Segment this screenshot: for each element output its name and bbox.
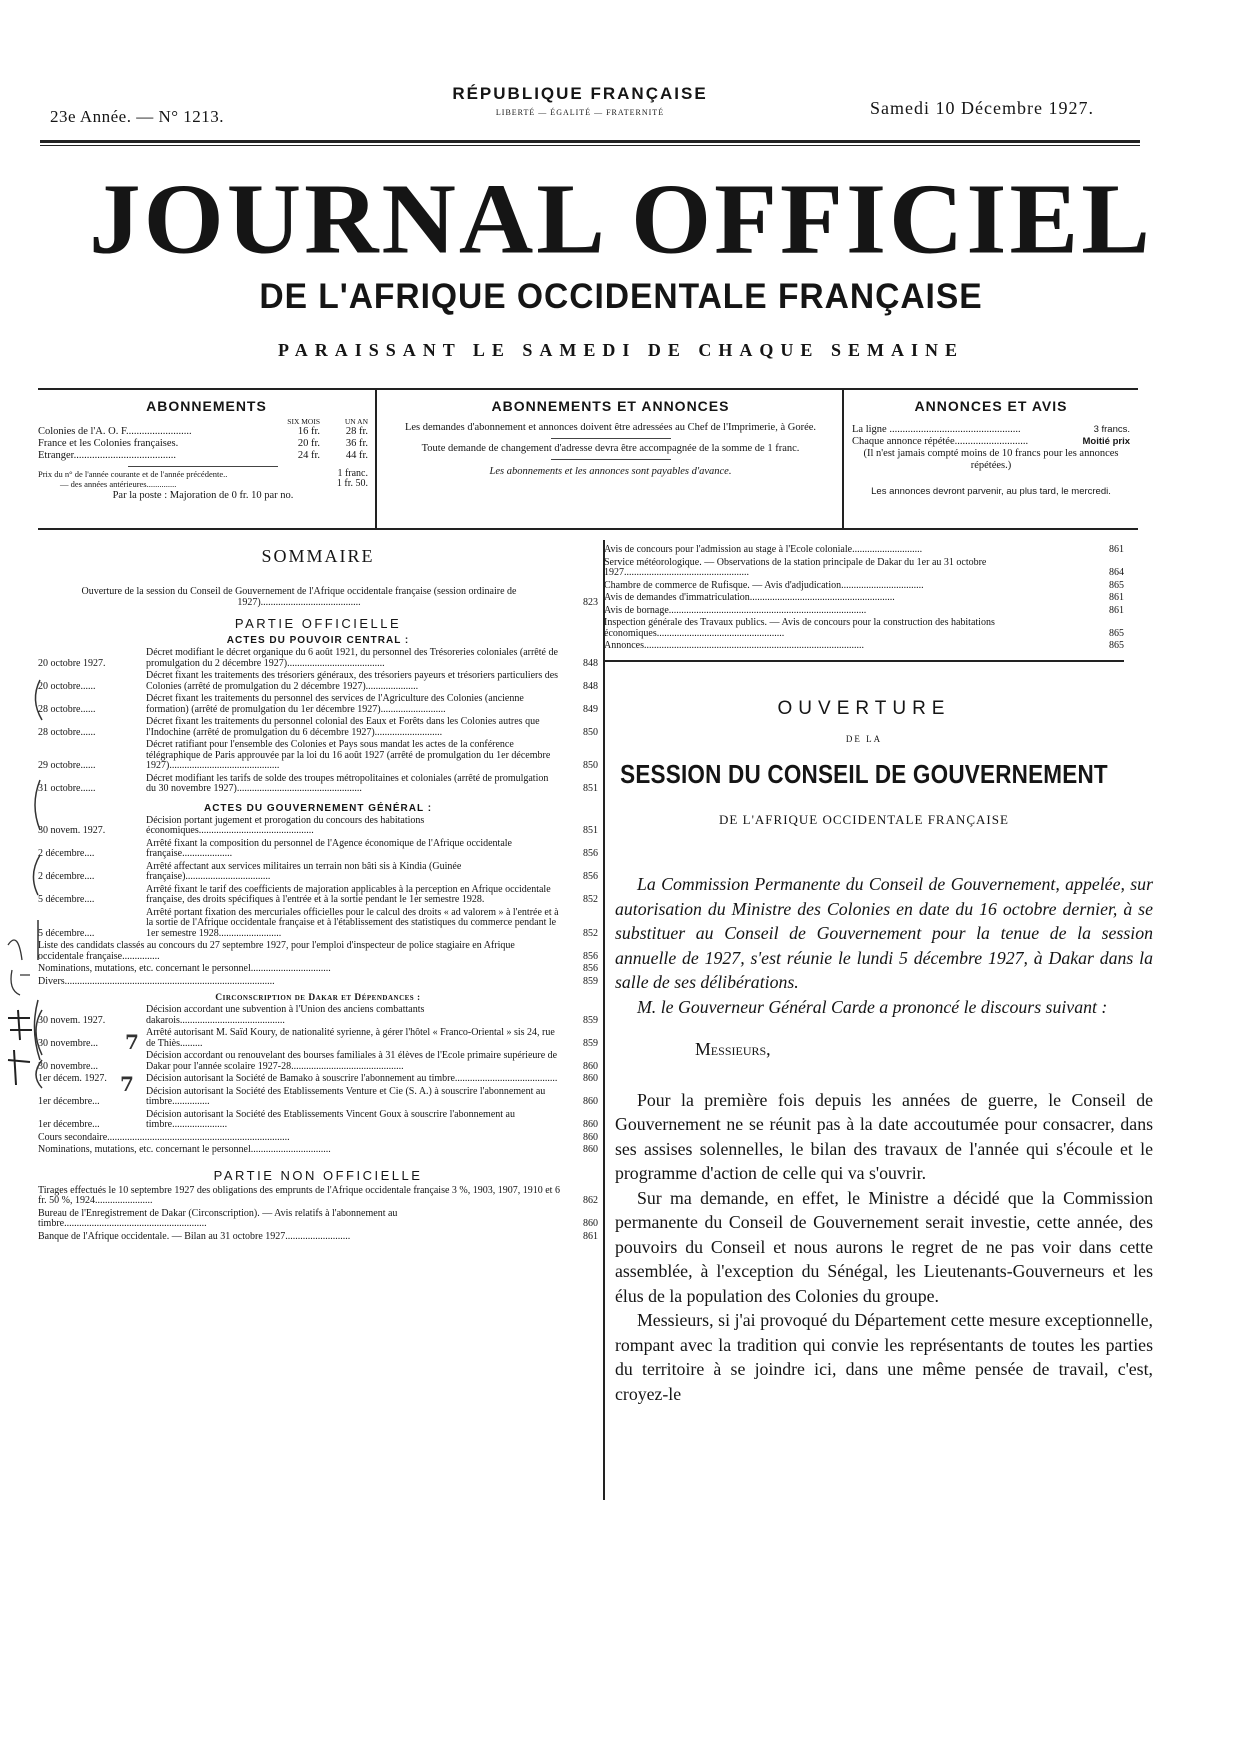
price-value: 1 franc. — [337, 468, 368, 479]
price-value: 1 fr. 50. — [336, 478, 368, 489]
rate-one: 36 fr. — [345, 438, 368, 449]
toc-text: Avis de bornage............................................................................... — [604, 604, 867, 616]
toc-entry — [604, 581, 1124, 592]
toc-entry — [604, 641, 1124, 652]
toc-text: Décision accordant ou renouvelant des bourses familiales à 31 élèves de l'Ecole primaire supérieure de Dakar pour l'année scolaire 1927-28............................................. — [146, 1050, 558, 1072]
ad-rate-label: Chaque annonce répétée............................ — [852, 436, 1029, 447]
rate-six: 24 fr. — [297, 450, 320, 461]
toc-date: 30 novem. 1927. — [38, 1014, 106, 1026]
toc-page: 859 — [583, 975, 598, 987]
article-paragraph: Sur ma demande, en effet, le Ministre a décidé que la Commission permanente du Conseil de Gouvernement serait investie, cette année, des pouvoirs du Conseil et nous aurons le regret de ne pas voir dans cette assemblée, à l'exception du Sénégal, les Lieutenants-Gouverneurs et les élus de la population des Colonies du groupe. — [615, 1187, 1153, 1306]
toc-page: 864 — [1109, 567, 1124, 578]
toc-date: 28 octobre...... — [38, 703, 96, 715]
toc-text: Banque de l'Afrique occidentale. — Bilan au 31 octobre 1927.......................... — [38, 1230, 351, 1242]
rate-six: 20 fr. — [297, 438, 320, 449]
header-rule-thin — [40, 145, 1140, 146]
ads-column — [846, 390, 1136, 528]
rate-label: France et les Colonies françaises. — [38, 438, 179, 449]
toc-text: Bureau de l'Enregistrement de Dakar (Circonscription). — Avis relatifs à l'abonnement au timbre......................................................... — [38, 1207, 398, 1229]
toc-page: 850 — [583, 760, 598, 771]
pouvoir-central-heading: ACTES DU POUVOIR CENTRAL : — [226, 635, 410, 646]
toc-text: Service météorologique. — Observations de la station principale de Dakar du 1er au 31 octobre 1927.................................................. — [604, 556, 987, 578]
toc-page: 851 — [583, 783, 598, 794]
toc-page: 848 — [583, 680, 598, 692]
subscription-box — [38, 388, 1138, 530]
rate-row — [38, 426, 368, 438]
toc-text: Décret fixant les traitements du personnel des services de l'Agriculture des Colonies (ancienne formation) (arrêté de promulgation du 1er décembre 1927).......................... — [146, 693, 524, 715]
six-months-header: SIX MOIS — [287, 417, 320, 426]
ad-rate-row — [846, 424, 1136, 436]
article-heading: OUVERTURE — [777, 698, 951, 719]
toc-date: 1er décembre... — [38, 1096, 100, 1107]
margin-bracket — [35, 680, 42, 720]
toc-text: Décision accordant une subvention à l'Union des anciens combattants dakarois.......................................... — [146, 1004, 425, 1026]
toc-date: 28 octobre...... — [38, 726, 96, 738]
rate-header — [38, 417, 368, 426]
toc-page: 860 — [583, 1131, 598, 1143]
rate-six: 16 fr. — [297, 426, 320, 437]
republic-header — [400, 84, 760, 117]
toc-date: 30 novembre... — [38, 1037, 98, 1049]
subscriptions-ads-column — [379, 390, 844, 528]
rate-label: Colonies de l'A. O. F......................... — [38, 426, 192, 437]
ad-rate-value: Moitié prix — [1082, 436, 1130, 447]
toc-page: 861 — [1109, 592, 1124, 603]
rate-row — [38, 450, 368, 462]
rate-one: 28 fr. — [345, 426, 368, 437]
toc-date: 20 octobre...... — [38, 680, 96, 692]
partie-officielle-heading: PARTIE OFFICIELLE — [234, 616, 402, 631]
toc-entry — [604, 618, 1124, 639]
toc-date: 1er décembre... — [38, 1119, 100, 1130]
toc-text: Décision autorisant la Société des Etablissements Venture et Cie (S. A.) à souscrire l'abonnement au timbre............... — [146, 1085, 546, 1107]
toc-date: 1er décem. 1927. — [38, 1073, 107, 1084]
toc-page: 848 — [583, 657, 598, 669]
toc-text: Décret fixant les traitements du personnel colonial des Eaux et Forêts dans les Colonies autres que l'Indochine (arrêté de promulgation du 6 décembre 1927)........................... — [146, 716, 540, 738]
toc-page: 860 — [583, 1073, 598, 1084]
margin-mark — [8, 1050, 30, 1085]
subscriptions-heading: ABONNEMENTS — [146, 398, 267, 414]
toc-entry — [604, 593, 1124, 604]
toc-date: 30 novem. 1927. — [38, 825, 106, 836]
article-title: SESSION DU CONSEIL DE GOUVERNEMENT — [620, 760, 1108, 789]
toc-page: 865 — [1109, 579, 1124, 591]
toc-page: 851 — [583, 825, 598, 836]
republic-label: RÉPUBLIQUE FRANÇAISE — [452, 84, 708, 103]
sommaire-right-list — [604, 545, 1124, 652]
article-paragraph: Pour la première fois depuis les années de guerre, le Conseil de Gouvernement ne se réunit pas à la date accoutumée pour consacrer, dans ses assises solennelles, le bilan des travaux de l'année qui s'écoule et le programme d'action de celle qui va s'ouvrir. — [615, 1089, 1153, 1183]
article-body — [615, 872, 1153, 1406]
header-rule — [40, 140, 1140, 143]
toc-page: 852 — [583, 894, 598, 905]
toc-text: Liste des candidats classés au concours du 27 septembre 1927, pour l'emploi d'inspecteur de police stagiaire en Afrique occidentale française............... — [38, 940, 515, 962]
sommaire-title: SOMMAIRE — [261, 546, 375, 566]
journal-tagline: PARAISSANT LE SAMEDI DE CHAQUE SEMAINE — [278, 340, 964, 360]
ads-heading: ANNONCES ET AVIS — [914, 398, 1068, 414]
toc-text: Avis de concours pour l'admission au stage à l'Ecole coloniale............................ — [604, 544, 923, 555]
issue-date: Samedi 10 Décembre 1927. — [870, 98, 1094, 118]
toc-text: Annonces........................................................................................ — [604, 640, 864, 651]
article-intro-2: M. le Gouverneur Général Carde a prononcé le discours suivant : — [637, 996, 1108, 1017]
price-label: Prix du n° de l'année courante et de l'année précédente.. — [38, 469, 228, 479]
republic-motto: LIBERTÉ — ÉGALITÉ — FRATERNITÉ — [495, 108, 665, 117]
toc-text: Arrêté fixant la composition du personnel de l'Agence économique de l'Afrique occidentale française.................... — [146, 837, 512, 859]
toc-page: 861 — [583, 1230, 598, 1242]
rate-label: Etranger....................................... — [38, 450, 176, 461]
toc-page: 860 — [583, 1096, 598, 1107]
toc-date: 20 octobre 1927. — [38, 657, 106, 669]
toc-entry — [604, 558, 1124, 579]
toc-text: Nominations, mutations, etc. concernant le personnel................................ — [38, 1144, 331, 1155]
subscriptions-column — [38, 390, 377, 528]
toc-text: Arrêté fixant le tarif des coefficients de majoration applicables à la perception en Afrique occidentale française, des droits spécifiques à l'entrée et à la sortie pendant le 1er semestre 1928. — [146, 883, 551, 905]
toc-page: 859 — [583, 1037, 598, 1049]
toc-text: Inspection générale des Travaux publics. — Avis de concours pour la construction des habitations économiques................................................... — [604, 617, 995, 639]
rate-one: 44 fr. — [345, 450, 368, 461]
toc-entry — [38, 1186, 598, 1207]
toc-page: 861 — [1109, 604, 1124, 616]
circonscription-heading: Circonscription de Dakar et Dépendances : — [215, 993, 421, 1003]
toc-page: 860 — [583, 1119, 598, 1130]
price-label: — des années antérieures.............. — [60, 479, 177, 489]
toc-date: 2 décembre.... — [38, 848, 95, 859]
price-row — [38, 479, 368, 489]
margin-bracket — [33, 855, 40, 895]
ad-deadline: Les annonces devront parvenir, au plus tard, le mercredi. — [871, 486, 1111, 497]
toc-page: 823 — [583, 596, 598, 608]
toc-page: 862 — [583, 1195, 598, 1206]
toc-text: Arrêté autorisant M. Saïd Koury, de nationalité syrienne, à gérer l'hôtel « Franco-Oriental » sis 24, rue de Thiès......... — [146, 1027, 555, 1049]
margin-mark — [11, 970, 30, 995]
toc-date: 31 octobre...... — [38, 783, 96, 794]
article-subtitle: DE L'AFRIQUE OCCIDENTALE FRANÇAISE — [719, 812, 1009, 827]
toc-date: 5 décembre.... — [38, 927, 95, 939]
gouvernement-heading: ACTES DU GOUVERNEMENT GÉNÉRAL : — [203, 802, 433, 814]
margin-bracket — [35, 780, 40, 830]
toc-text: Décision autorisant la Société des Etablissements Vincent Goux à souscrire l'abonnement au timbre...................... — [146, 1108, 515, 1130]
toc-page: 856 — [583, 871, 598, 882]
toc-page: 859 — [583, 1014, 598, 1026]
toc-page: 861 — [1109, 544, 1124, 555]
toc-page: 856 — [583, 963, 598, 974]
change-address-note: Toute demande de changement d'adresse devra être accompagnée de la somme de 1 franc. — [421, 443, 800, 454]
toc-page: 856 — [583, 848, 598, 859]
toc-page: 849 — [583, 703, 598, 715]
toc-page: 865 — [1109, 627, 1124, 639]
toc-text: Divers.................................................................................... — [38, 975, 275, 987]
toc-text: Ouverture de la session du Conseil de Gouvernement de l'Afrique occidentale française (session ordinaire de 1927)........................................ — [81, 586, 517, 608]
address-note: Les demandes d'abonnement et annonces doivent être adressées au Chef de l'Imprimerie, à Gorée. — [404, 422, 817, 433]
toc-text: Décret modifiant le décret organique du 6 août 1921, du personnel des Trésoreries coloniales (arrêté de promulgation du 2 décembre 1927)....................................... — [146, 647, 558, 669]
toc-text: Décret modifiant les tarifs de solde des troupes métropolitaines et coloniales (arrêté de promulgation du 30 novembre 1927).................................................. — [146, 772, 549, 794]
toc-text: Arrêté affectant aux services militaires un terrain non bâti sis à Kindia (Guinée française).................................. — [146, 860, 462, 882]
toc-text: Avis de demandes d'immatriculation.......................................................... — [604, 592, 895, 603]
payment-note: Les abonnements et les annonces sont payables d'avance. — [489, 466, 732, 477]
toc-page: 860 — [583, 1218, 598, 1229]
ad-rate-value: 3 francs. — [1093, 424, 1130, 435]
toc-text: Décision autorisant la Société de Bamako à souscrire l'abonnement au timbre......................................... — [146, 1073, 558, 1084]
rate-row — [38, 438, 368, 450]
article-intro: La Commission Permanente du Conseil de Gouvernement, appelée, sur autorisation du Ministre des Colonies en date du 16 octobre dernier, à se substituer au Conseil de Gouvernement pour la tenue de la session annuelle de 1927, s'est réunie le lundi 5 décembre 1927, à Dakar dans la salle de ses délibérations. — [615, 874, 1153, 992]
subscriptions-ads-heading: ABONNEMENTS ET ANNONCES — [491, 398, 730, 414]
partie-non-officielle-heading: PARTIE NON OFFICIELLE — [213, 1167, 423, 1183]
toc-page: 860 — [583, 1060, 598, 1072]
toc-page: 852 — [583, 927, 598, 939]
toc-page: 860 — [583, 1144, 598, 1155]
ad-minimum-note: (Il n'est jamais compté moins de 10 francs pour les annonces répétées.) — [863, 448, 1119, 471]
toc-text: Décision portant jugement et prorogation du concours des habitations économiques.............................................. — [146, 814, 425, 836]
issue-number: 23e Année. — N° 1213. — [50, 107, 225, 126]
margin-mark — [8, 1010, 32, 1040]
toc-page: 856 — [583, 950, 598, 962]
toc-entry — [38, 587, 598, 608]
subscription-rates — [38, 417, 368, 501]
toc-page: 865 — [1109, 640, 1124, 651]
one-year-header: UN AN — [344, 417, 368, 426]
toc-entry — [38, 1209, 598, 1230]
toc-entry — [604, 606, 1124, 617]
margin-bracket — [36, 1060, 42, 1088]
handwritten-seven: 7 — [125, 1030, 139, 1054]
article-de-la: DE LA — [845, 734, 883, 744]
postal-surcharge: Par la poste : Majoration de 0 fr. 10 par no. — [112, 490, 294, 501]
toc-text: Chambre de commerce de Rufisque. — Avis d'adjudication................................. — [604, 579, 924, 591]
journal-subtitle: DE L'AFRIQUE OCCIDENTALE FRANÇAISE — [259, 277, 983, 316]
article-salutation: Messieurs, — [695, 1039, 771, 1059]
handwritten-marks — [0, 950, 160, 1090]
toc-date: 29 octobre...... — [38, 760, 96, 771]
sommaire-continued — [604, 545, 1134, 662]
handwritten-seven: 7 — [120, 1072, 134, 1096]
toc-page: 850 — [583, 726, 598, 738]
column-divider — [603, 540, 605, 1500]
toc-entry — [604, 545, 1124, 556]
toc-text: Nominations, mutations, etc. concernant le personnel................................ — [38, 963, 331, 974]
margin-bracket — [36, 1010, 42, 1055]
toc-text: Tirages effectués le 10 septembre 1927 des obligations des emprunts de l'Afrique occidentale française 3 %, 1903, 1907, 1910 et 6 fr. 50 %, 1924....................... — [38, 1184, 560, 1206]
ad-rate-label: La ligne .................................................. — [852, 424, 1021, 435]
ad-rate-row — [846, 436, 1136, 448]
journal-title: JOURNAL OFFICIEL — [89, 163, 1153, 275]
toc-date: 30 novembre... — [38, 1060, 98, 1072]
toc-text: Décret ratifiant pour l'ensemble des Colonies et Pays sous mandat les actes de la conférence télégraphique de Paris approuvée par la loi du 16 août 1927 (arrêté de promulgation du 1er décembre 1927)............................................ — [146, 739, 551, 771]
toc-date: 5 décembre.... — [38, 894, 95, 905]
toc-text: Arrêté portant fixation des mercuriales officielles pour le calcul des droits « ad valorem » à l'entrée et à la sortie de l'Afrique occidentale française et à l'établissement des statistiques du commerce pendant le 1er semestre 1928......................... — [146, 906, 559, 939]
toc-text: Décret fixant les traitements des trésoriers généraux, des trésoriers payeurs et trésoriers particuliers des Colonies (arrêté de promulgation du 2 décembre 1927)..................... — [146, 670, 559, 692]
toc-date: 2 décembre.... — [38, 871, 95, 882]
toc-entry — [38, 1232, 598, 1243]
toc-text: Cours secondaire......................................................................... — [38, 1131, 290, 1143]
non-officielle-list — [38, 1186, 598, 1243]
article-paragraph: Messieurs, si j'ai provoqué du Département cette mesure exceptionnelle, rompant avec la tradition qui convie les représentants de toutes les parties du territoire à se joindre ici, dans une même pensée de travail, c'est, croyez-le — [615, 1310, 1153, 1404]
price-row — [38, 469, 368, 479]
